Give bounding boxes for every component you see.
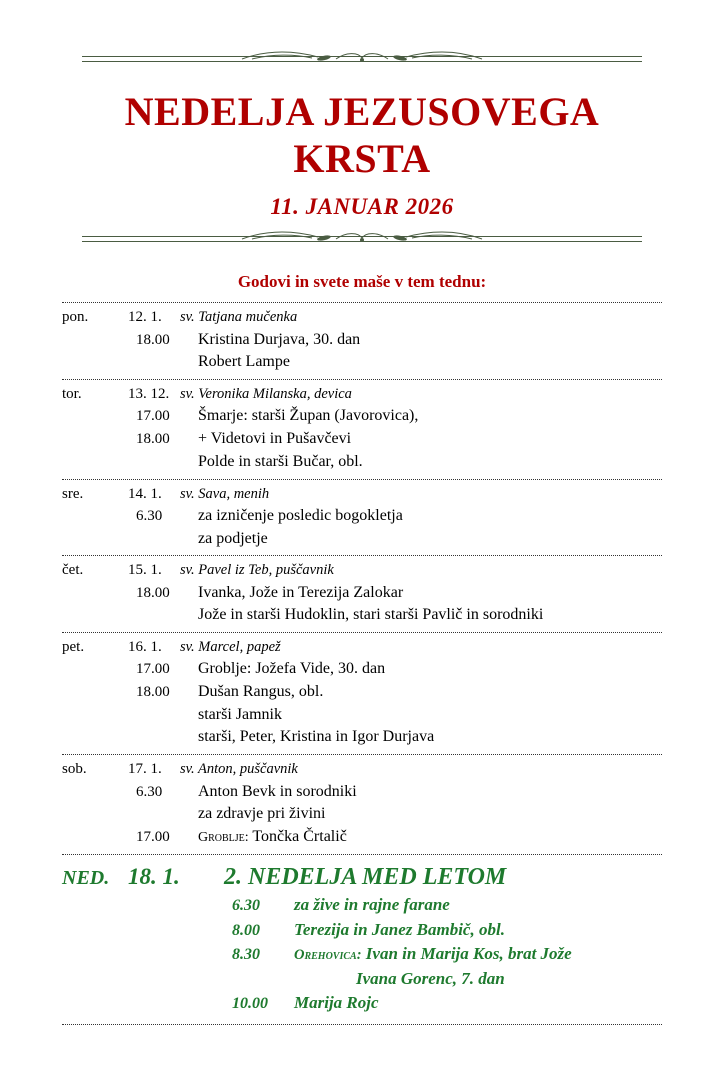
mass-intention: za izničenje posledic bogokletja	[198, 506, 403, 524]
schedule-day	[62, 302, 662, 379]
ornament-divider-top	[82, 48, 642, 70]
saint-name: sv. Marcel, papež	[180, 639, 281, 656]
mass-intention: Terezija in Janez Bambič, obl.	[294, 919, 505, 939]
mass-time: 6.30	[232, 896, 260, 914]
ornament-divider-bottom	[82, 228, 642, 250]
mass-time: 8.30	[232, 946, 260, 964]
day-date: 14. 1.	[128, 485, 162, 502]
mass-time: 18.00	[136, 684, 170, 701]
mass-intention: Robert Lampe	[198, 353, 290, 371]
day-date: 15. 1.	[128, 562, 162, 579]
sunday-date: 18. 1.	[128, 863, 180, 889]
schedule-day	[62, 632, 662, 754]
leaf-ornament-icon-2	[232, 228, 492, 250]
day-date: 17. 1.	[128, 761, 162, 778]
page-title-line1: NEDELJA JEZUSOVEGA	[124, 89, 600, 134]
mass-intention	[294, 942, 662, 966]
mass-intention: Polde in starši Bučar, obl.	[198, 452, 363, 470]
mass-location: Groblje:	[198, 829, 249, 845]
schedule-day	[62, 379, 662, 478]
day-date: 13. 12.	[128, 386, 170, 403]
mass-time: 6.30	[136, 507, 163, 524]
document-page	[0, 48, 724, 1072]
saint-name: sv. Pavel iz Teb, puščavnik	[180, 562, 334, 579]
mass-intention: Dušan Rangus, obl.	[198, 683, 324, 701]
saint-name: sv. Tatjana mučenka	[180, 309, 298, 326]
schedule-day	[62, 754, 662, 853]
day-name: sre.	[62, 485, 84, 502]
mass-intention: + Videtovi in Pušavčevi	[198, 430, 352, 448]
mass-time: 17.00	[136, 828, 170, 845]
mass-intention	[198, 826, 662, 849]
saint-name: sv. Sava, menih	[180, 485, 270, 502]
mass-time: 17.00	[136, 661, 170, 678]
mass-intention: starši, Peter, Kristina in Igor Durjava	[198, 728, 435, 746]
mass-time: 10.00	[232, 995, 268, 1013]
mass-time: 6.30	[136, 783, 163, 800]
section-heading: Godovi in svete maše v tem tednu:	[237, 272, 487, 292]
saint-name: sv. Veronika Milanska, devica	[180, 386, 352, 403]
mass-intention: Ivana Gorenc, 7. dan	[356, 969, 505, 988]
mass-schedule	[62, 302, 662, 1024]
sunday-block	[62, 854, 662, 1016]
mass-intention: Ivanka, Jože in Terezija Zalokar	[198, 583, 404, 601]
sunday-title: 2. NEDELJA MED LETOM	[224, 863, 507, 890]
mass-location: Orehovica:	[294, 947, 362, 964]
sunday-day-name: NED.	[62, 866, 110, 889]
page-title	[62, 88, 662, 182]
mass-time: 18.00	[136, 431, 170, 448]
day-date: 12. 1.	[128, 309, 162, 326]
mass-intention: Šmarje: starši Župan (Javorovica),	[198, 407, 419, 425]
schedule-day	[62, 479, 662, 556]
day-date: 16. 1.	[128, 639, 162, 656]
mass-intention-text: Tončka Črtalič	[252, 827, 347, 845]
mass-time: 17.00	[136, 408, 170, 425]
mass-intention: za zdravje pri živini	[198, 805, 326, 823]
mass-intention: Kristina Durjava, 30. dan	[198, 330, 361, 348]
mass-intention: Jože in starši Hudoklin, stari starši Pavlič in sorodniki	[198, 606, 544, 624]
schedule-day	[62, 555, 662, 632]
mass-time: 18.00	[136, 331, 170, 348]
day-name: pet.	[62, 639, 85, 656]
mass-intention-text: Ivan in Marija Kos, brat Jože	[365, 944, 572, 964]
mass-intention: za podjetje	[198, 529, 268, 547]
mass-intention: Groblje: Jožefa Vide, 30. dan	[198, 660, 386, 678]
day-name: tor.	[62, 386, 82, 403]
mass-intention: za žive in rajne farane	[294, 894, 450, 914]
day-name: pon.	[62, 309, 89, 326]
mass-time: 8.00	[232, 921, 260, 939]
mass-intention: Anton Bevk in sorodniki	[198, 782, 357, 800]
leaf-ornament-icon	[232, 48, 492, 70]
page-title-line2: KRSTA	[293, 136, 431, 182]
day-name: sob.	[62, 761, 87, 778]
mass-intention: starši Jamnik	[198, 705, 282, 723]
mass-intention: Marija Rojc	[294, 993, 379, 1013]
day-name: čet.	[62, 562, 84, 579]
saint-name: sv. Anton, puščavnik	[180, 761, 298, 778]
mass-time: 18.00	[136, 584, 170, 601]
page-subtitle-date: 11. JANUAR 2026	[270, 194, 454, 220]
